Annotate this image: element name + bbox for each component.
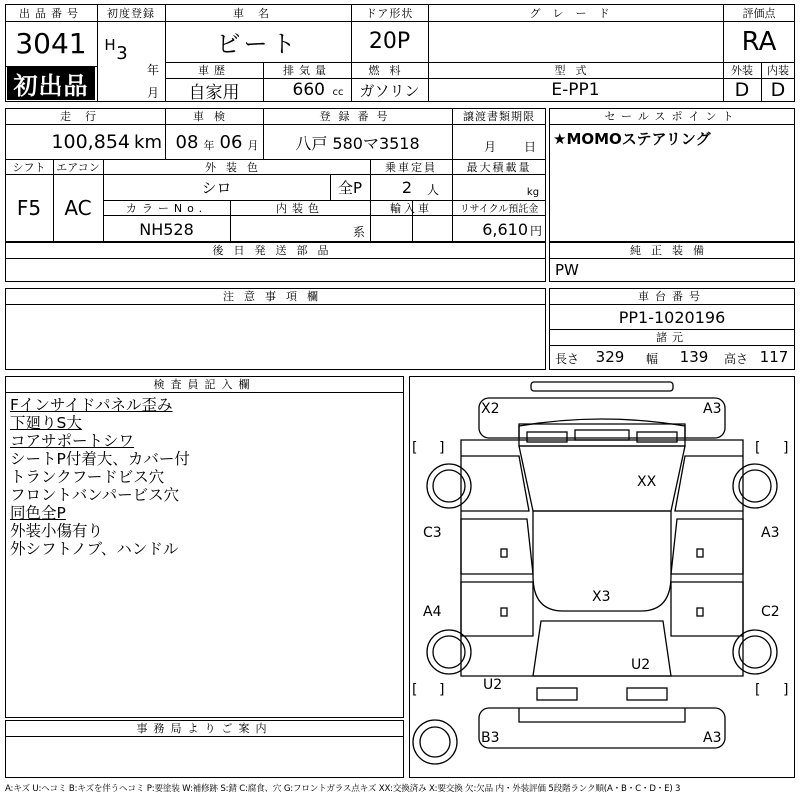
- office-label: 事務局よりご案内: [136, 722, 273, 735]
- inspector-line-8: 外装小傷有り: [10, 522, 104, 540]
- interior-color-unit: 系: [352, 224, 365, 239]
- exterior-color-label: 外装色: [205, 160, 268, 174]
- mark-right-rear-door: C2: [761, 604, 780, 620]
- car-name: ビート: [216, 30, 300, 58]
- transfer-day-unit: 日: [523, 139, 536, 154]
- displacement-label: 排気量: [283, 64, 331, 77]
- model-label: 型式: [554, 64, 597, 77]
- era: H: [104, 36, 116, 54]
- mark-front-bumper-right: A3: [703, 401, 722, 417]
- transfer-deadline-label: 譲渡書類期限: [463, 110, 535, 123]
- mileage: 100,854: [51, 131, 130, 153]
- mark-hood: XX: [637, 474, 657, 490]
- model: E-PP1: [551, 80, 600, 100]
- chassis-number-label: 車台番号: [638, 290, 706, 303]
- import-label: 輸入車: [390, 201, 432, 215]
- notes-label: 注意事項欄: [223, 290, 328, 303]
- width: 139: [679, 348, 709, 366]
- door-type-label: ドア形状: [365, 6, 414, 20]
- parts-later-value: [10, 259, 540, 281]
- max-load-label: 最大積載量: [466, 160, 532, 174]
- inspector-line-5: トランクフードビス穴: [10, 468, 165, 486]
- mark-left-rear-quarter: U2: [483, 677, 503, 693]
- mileage-unit: km: [134, 131, 162, 153]
- history-label: 車歴: [198, 64, 230, 77]
- car-name-label: 車名: [233, 6, 283, 20]
- length: 329: [595, 348, 625, 366]
- height: 117: [759, 348, 789, 366]
- registration-number-label: 登録番号: [319, 110, 396, 123]
- lot-number: 3041: [15, 27, 87, 60]
- shift-label: シフト: [12, 160, 46, 174]
- genuine-equipment: PW: [555, 261, 579, 279]
- inspection-year-unit: 年: [203, 139, 215, 152]
- color-number: NH528: [139, 219, 194, 239]
- bracket-left-bottom-close: ]: [439, 682, 445, 698]
- first-registration-label: 初度登録: [107, 6, 155, 20]
- fuel: ガソリン: [359, 81, 420, 100]
- inspection-month: 06: [219, 131, 243, 153]
- chassis-number: PP1-1020196: [618, 307, 726, 327]
- inspector-line-2: 下廻りS大: [10, 414, 82, 432]
- recycle-label: リサイクル預託金: [459, 204, 539, 215]
- recycle-deposit: 6,610: [482, 219, 528, 239]
- height-label: 高さ: [723, 351, 748, 366]
- registration-number: 八戸 580マ3518: [295, 133, 420, 153]
- sales-point-label: セールスポイント: [604, 110, 740, 123]
- mark-right-front-fender: A3: [761, 525, 780, 541]
- door-type: 20P: [368, 29, 411, 54]
- mark-rear-bumper-left: B3: [481, 730, 500, 746]
- sales-point: ★MOMOステアリング: [553, 129, 711, 148]
- mark-left-front-fender: C3: [423, 525, 442, 541]
- mark-right-rear: U2: [631, 657, 651, 673]
- bracket-left-top-open: [: [412, 440, 418, 456]
- mileage-label: 走行: [60, 110, 110, 123]
- bracket-right-bottom-open: [: [755, 682, 761, 698]
- interior-grade: D: [770, 79, 786, 101]
- inspection-label: 車検: [193, 110, 235, 123]
- bracket-right-top-open: [: [755, 440, 761, 456]
- legend: A:キズ U:ヘコミ B:キズを伴うヘコミ P:要塗装 W:補修跡 S:錆 C:腐食、穴 G:フロントガラス点キズ XX:交換済み X:要交換 欠:欠品 内・外装評価 5段階ランク順(A・B・C・D・E) 3: [5, 784, 681, 794]
- inspector-line-1: Fインサイドパネル歪み: [10, 396, 173, 414]
- inspector-line-4: シートP付着大、カバー付: [10, 450, 190, 468]
- inspector-line-7: 同色全P: [10, 504, 66, 522]
- mark-roof: X3: [592, 589, 611, 605]
- bracket-right-top-close: ]: [783, 440, 789, 456]
- car-damage-diagram: [409, 376, 795, 778]
- interior-grade-label: 内装: [767, 64, 789, 77]
- inspector-label: 検査員記入欄: [153, 378, 256, 391]
- inspector-line-3: コアサポートシワ: [10, 432, 135, 450]
- mark-left-rear-door: A4: [423, 604, 442, 620]
- specs-label: 諸元: [656, 331, 688, 344]
- bracket-right-bottom-close: ]: [783, 682, 789, 698]
- fuel-label: 燃料: [368, 64, 411, 77]
- genuine-equipment-label: 純正装備: [630, 244, 714, 257]
- capacity-label: 乗車定員: [385, 160, 437, 174]
- mark-rear-bumper-right: A3: [703, 730, 722, 746]
- capacity: 2: [401, 178, 413, 197]
- first-listing-badge: 初出品: [7, 67, 95, 100]
- interior-color-label: 内装色: [276, 201, 324, 215]
- history: 自家用: [188, 82, 240, 102]
- color-number-label: カラーNo.: [125, 201, 208, 215]
- shift: F5: [16, 196, 42, 220]
- lot-number-label: 出品番号: [19, 6, 83, 20]
- displacement-unit: cc: [332, 86, 344, 98]
- capacity-unit: 人: [426, 182, 439, 197]
- parts-later-label: 後日発送部品: [212, 244, 339, 257]
- score: RA: [741, 26, 777, 57]
- bracket-left-top-close: ]: [439, 440, 445, 456]
- bracket-left-bottom-open: [: [412, 682, 418, 698]
- notes-value: [10, 306, 540, 366]
- inspection-year: 08: [175, 131, 199, 153]
- inspector-line-9: 外シフトノブ、ハンドル: [10, 540, 179, 558]
- exterior-grade: D: [734, 79, 750, 101]
- inspector-line-6: フロントバンパービス穴: [10, 486, 180, 504]
- grade: [428, 21, 723, 62]
- inspection-month-unit: 月: [247, 139, 259, 152]
- year: 3: [116, 42, 128, 64]
- length-label: 長さ: [554, 351, 579, 366]
- width-label: 幅: [645, 351, 658, 366]
- office-value: [10, 738, 400, 776]
- air-conditioner-label: エアコン: [56, 160, 100, 174]
- air-conditioner: AC: [64, 196, 92, 220]
- max-load-unit: kg: [526, 186, 540, 198]
- grade-label: グレード: [529, 6, 622, 20]
- all-paint: 全P: [337, 179, 363, 197]
- mark-front-bumper-left: X2: [481, 401, 500, 417]
- displacement: 660: [292, 80, 325, 100]
- exterior-grade-label: 外装: [731, 64, 753, 77]
- year-unit: 年: [146, 62, 159, 77]
- transfer-month-unit: 月: [483, 139, 496, 154]
- exterior-color: シロ: [201, 179, 232, 197]
- score-label: 評価点: [742, 6, 776, 20]
- recycle-unit: 円: [529, 223, 542, 238]
- month-unit: 月: [146, 85, 159, 100]
